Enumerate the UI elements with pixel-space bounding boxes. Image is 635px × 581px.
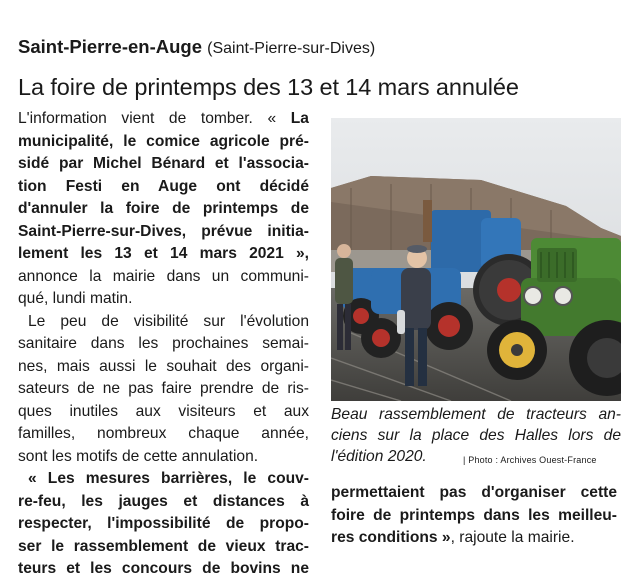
body-line: « Les mesures barrières, le couv- (28, 470, 309, 487)
body-line: d'annuler la foire de printemps de (18, 200, 309, 217)
body-line: sanitaire dans les prochaines semai- (18, 335, 309, 352)
body-line: respecter, l'impossibilité de propo- (18, 515, 309, 532)
body-line: ser le rassemblement de vieux trac- (18, 537, 309, 555)
body-line: teurs et les concours de bovins ne (18, 560, 309, 577)
body-line: municipalité, le comice agricole pré- (18, 132, 309, 150)
body-line: foire de printemps dans les meilleu- (331, 506, 617, 524)
body-line: lement les 13 et 14 mars 2021 », (18, 245, 309, 262)
article-body-left (18, 108, 309, 581)
body-line: L'information vient de tomber. « La (18, 110, 309, 127)
body-line: res conditions », rajoute la mairie. (331, 529, 575, 546)
location-line (18, 36, 375, 58)
body-line: sont les motifs de cette annulation. (18, 447, 259, 465)
caption-line: l'édition 2020. (331, 448, 427, 465)
body-line: ques inutiles aux visiteurs et aux (18, 402, 309, 420)
tractor-photo (331, 118, 621, 401)
body-line: annonce la mairie dans un communi- (18, 267, 309, 285)
headline: La foire de printemps des 13 et 14 mars annulée (18, 74, 519, 100)
city-name: Saint-Pierre-en-Auge (18, 36, 203, 57)
tractor-photo-illustration (331, 118, 621, 401)
body-line: Le peu de visibilité sur l'évolution (28, 312, 309, 330)
caption-line: Beau rassemblement de tracteurs an- (331, 406, 621, 423)
body-line: tion Festi en Auge ont décidé (18, 177, 309, 195)
body-line: Saint-Pierre-sur-Dives, prévue initia- (18, 222, 309, 240)
body-line: permettaient pas d'organiser cette (331, 484, 617, 501)
body-line: nes, mais aussi le souhait des organi- (18, 357, 309, 375)
body-line: sidé par Michel Bénard et l'associa- (18, 155, 309, 172)
photo-credit: | Photo : Archives Ouest-France (463, 455, 597, 465)
former-city-name: (Saint-Pierre-sur-Dives) (207, 40, 376, 57)
caption-line: ciens sur la place des Halles lors de (331, 427, 621, 444)
article-body-right (331, 482, 617, 550)
body-line: qué, lundi matin. (18, 290, 133, 307)
body-line: sateurs de ne pas faire prendre de ris- (18, 380, 309, 397)
body-line: re-feu, les jauges et distances à (18, 492, 309, 510)
body-line: familles, nombreux chaque année, (18, 425, 309, 442)
